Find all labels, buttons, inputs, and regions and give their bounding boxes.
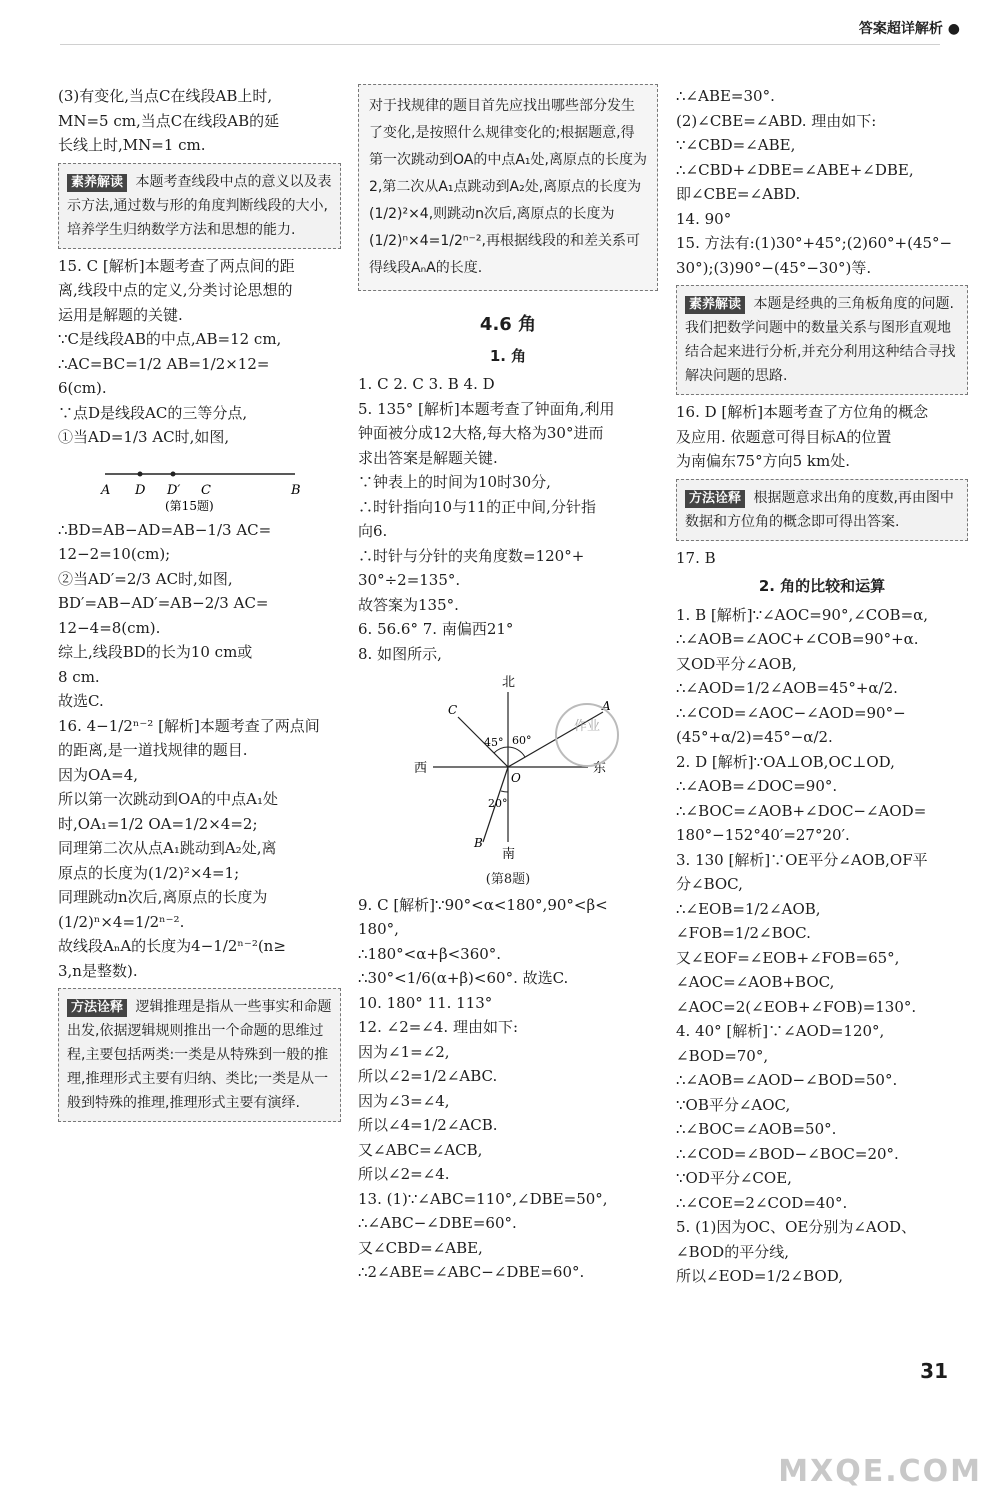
label-b: B <box>474 836 483 850</box>
text-line: ∴∠AOD=1/2∠AOB=45°+α/2. <box>676 679 898 697</box>
text-line: ∠BOD=70°, <box>676 1046 769 1065</box>
text-line: 9. C [解析]∵90°<α<180°,90°<β< <box>358 895 608 914</box>
arc-60 <box>508 747 525 757</box>
text-line: 3,n是整数). <box>58 961 138 980</box>
text-line: 13. (1)∵∠ABC=110°,∠DBE=50°, <box>358 1189 608 1208</box>
text-line: 向6. <box>358 522 388 540</box>
label-d: D <box>134 482 145 498</box>
text-line: 同理跳动n次后,离原点的长度为 <box>58 888 268 906</box>
text-line: ∴∠ABE=30°. <box>676 87 775 105</box>
page-number: 31 <box>920 1359 948 1383</box>
label-20: 20° <box>488 797 508 810</box>
text-line: 15. C [解析]本题考查了两点间的距 <box>58 256 295 275</box>
text-line: 离,线段中点的定义,分类讨论思想的 <box>58 281 293 299</box>
text-line: ∴∠CBD+∠DBE=∠ABE+∠DBE, <box>676 160 914 179</box>
label-west: 西 <box>414 761 428 776</box>
text-line: 15. 方法有:(1)30°+45°;(2)60°+(45°− <box>676 234 953 252</box>
text-line: 所以∠2=1/2∠ABC. <box>358 1067 498 1085</box>
text-line: 时,OA₁=1/2 OA=1/2×4=2; <box>58 814 258 833</box>
text-line: 12−2=10(cm); <box>58 545 171 563</box>
text-line: ∴AC=BC=1/2 AB=1/2×12= <box>58 354 270 373</box>
text-line: 因为∠3=∠4, <box>358 1091 450 1110</box>
text-line: ②当AD′=2/3 AC时,如图, <box>58 569 233 588</box>
col1-text-a <box>58 84 341 158</box>
text-line: ∴∠ABC−∠DBE=60°. <box>358 1214 517 1232</box>
text-line: ∵OB平分∠AOC, <box>676 1095 791 1114</box>
text-line: 8 cm. <box>58 667 100 686</box>
text-line: 分∠BOC, <box>676 875 743 893</box>
watermark-site: MXQE.COM <box>778 1454 982 1489</box>
text-line: ∴∠AOB=∠AOD−∠BOD=50°. <box>676 1071 898 1089</box>
text-line: 求出答案是解题关键. <box>358 448 498 467</box>
text-line: 及应用. 依题意可得目标A的位置 <box>676 427 892 446</box>
text-line: (3)有变化,当点C在线段AB上时, <box>58 87 273 105</box>
text-line: ∴∠AOB=∠AOC+∠COB=90°+α. <box>676 630 919 648</box>
text-line: (45°+α/2)=45°−α/2. <box>676 728 833 746</box>
label-east: 东 <box>593 761 607 776</box>
label-o: O <box>511 771 521 785</box>
text-line: 长线上时,MN=1 cm. <box>58 136 206 154</box>
answer-17: 17. B <box>676 548 716 567</box>
point-d <box>137 471 142 476</box>
pattern-explanation-box: 对于找规律的题目首先应找出哪些部分发生了变化,是按照什么规律变化的;根据题意,得第一次跳动到OA的中点A₁处,离原点的长度为2,第二次从A₁点跳动到A₂处,离原点的长度为(1/2)²×4,则跳动n次后,离原点的长度为(1/2)ⁿ×4=1/2ⁿ⁻²,再根据线段的和差关系可得线段AₙA的长度. <box>358 84 658 291</box>
text-line: 故答案为135°. <box>358 595 459 614</box>
text-line: 2. D [解析]∵OA⊥OB,OC⊥OD, <box>676 752 895 771</box>
text-line: (2)∠CBE=∠ABD. 理由如下: <box>676 111 877 130</box>
text-line: 1. C 2. C 3. B 4. D <box>358 375 495 393</box>
note-literacy <box>58 163 341 249</box>
text-line: ∴∠BOC=∠AOB=50°. <box>676 1120 837 1138</box>
arc-20 <box>501 791 508 792</box>
text-line: 故选C. <box>58 692 104 710</box>
text-line: 又∠EOF=∠EOB+∠FOB=65°, <box>676 948 900 967</box>
label-b: B <box>290 482 301 498</box>
text-line: 1. B [解析]∵∠AOC=90°,∠COB=α, <box>676 605 929 624</box>
note-tag: 素养解读 <box>685 296 745 314</box>
column-left <box>58 84 341 1127</box>
text-line: 180°−152°40′=27°20′. <box>676 826 850 844</box>
col1-text-c <box>58 518 341 984</box>
label-a: A <box>602 699 611 713</box>
text-line: 30°÷2=135°. <box>358 571 461 589</box>
column-right <box>676 84 968 1289</box>
text-line: ∵点D是线段AC的三等分点, <box>58 403 248 422</box>
subsection-title-2: 2. 角的比较和运算 <box>758 577 886 595</box>
seal-text: 作业 <box>574 719 601 734</box>
text-line: 16. D [解析]本题考查了方位角的概念 <box>676 403 929 421</box>
text-line: ∵∠CBD=∠ABE, <box>676 136 796 154</box>
stamp-seal <box>552 700 622 770</box>
text-line: ∵C是线段AB的中点,AB=12 cm, <box>58 330 282 348</box>
text-line: ∴∠COD=∠AOC−∠AOD=90°− <box>676 703 906 722</box>
text-line: ∠AOC=2(∠EOB+∠FOB)=130°. <box>676 997 917 1016</box>
text-line: 10. 180° 11. 113° <box>358 993 493 1012</box>
text-line: ∵OD平分∠COE, <box>676 1169 792 1187</box>
label-d-prime: D′ <box>166 482 180 498</box>
text-line: ∴BD=AB−AD=AB−1/3 AC= <box>58 520 272 539</box>
text-line: 钟面被分成12大格,每大格为30°进而 <box>358 424 604 442</box>
col2-text-b <box>358 893 658 1285</box>
text-line: MN=5 cm,当点C在线段AB的延 <box>58 111 280 130</box>
text-line: ∴∠COE=2∠COD=40°. <box>676 1193 848 1212</box>
text-line: 为南偏东75°方向5 km处. <box>676 452 850 470</box>
label-south: 南 <box>502 847 516 862</box>
text-line: ∴∠EOB=1/2∠AOB, <box>676 899 821 918</box>
text-line: 所以∠4=1/2∠ACB. <box>358 1116 498 1134</box>
label-60: 60° <box>512 734 532 747</box>
note-tag: 方法诠释 <box>67 999 127 1017</box>
text-line: ∵钟表上的时间为10时30分, <box>358 473 551 491</box>
text-line: ∠BOD的平分线, <box>676 1242 789 1261</box>
label-a: A <box>100 482 110 498</box>
figure-15-caption: (第15题) <box>164 498 214 512</box>
text-line: 6(cm). <box>58 379 107 397</box>
text-line: 14. 90° <box>676 209 732 228</box>
label-45: 45° <box>484 736 504 749</box>
text-line: 又∠ABC=∠ACB, <box>358 1140 483 1159</box>
note-tag: 方法诠释 <box>685 490 745 508</box>
text-line: 所以∠EOD=1/2∠BOD, <box>676 1267 843 1285</box>
text-line: 因为OA=4, <box>58 765 139 784</box>
text-line: (1/2)ⁿ×4=1/2ⁿ⁻². <box>58 912 185 931</box>
text-line: ∠AOC=∠AOB+BOC, <box>676 973 835 991</box>
text-line: 12. ∠2=∠4. 理由如下: <box>358 1018 519 1036</box>
note-method <box>58 988 341 1122</box>
column-middle <box>358 84 658 1285</box>
label-c: C <box>448 703 458 717</box>
text-line: 6. 56.6° 7. 南偏西21° <box>358 620 514 638</box>
text-line: 5. (1)因为OC、OE分别为∠AOD、 <box>676 1218 917 1236</box>
col2-text-a <box>358 372 658 666</box>
note-text: 本题是经典的三角板角度的问题. 我们把数学问题中的数量关系与图形直观地结合起来进行分析,并充分利用这种结合寻找解决问题的思路. <box>685 296 956 384</box>
text-line: 30°);(3)90°−(45°−30°)等. <box>676 258 872 277</box>
figure-15-segment <box>85 456 315 512</box>
note-text: 根据题意求出角的度数,再由图中数据和方位角的概念即可得出答案. <box>685 489 954 530</box>
text-line: 原点的长度为(1/2)²×4=1; <box>58 863 240 882</box>
subsection-title: 1. 角 <box>489 346 527 365</box>
label-north: 北 <box>502 675 516 690</box>
text-line: BD′=AB−AD′=AB−2/3 AC= <box>58 594 269 612</box>
text-line: 又∠CBD=∠ABE, <box>358 1238 483 1257</box>
note-tag: 素养解读 <box>67 174 127 192</box>
text-line: ∠FOB=1/2∠BOC. <box>676 924 811 942</box>
note-method-2 <box>676 479 968 541</box>
section-title: 4.6 角 <box>479 314 537 335</box>
note-text: 逻辑推理是指从一些事实和命题出发,依据逻辑规则推出一个命题的思维过程,主要包括两类:一类是从特殊到一般的推理,推理形式主要有归纳、类比;一类是从一般到特殊的推理,推理形式主要有演绎. <box>67 999 332 1111</box>
text-line: 故线段AₙA的长度为4−1/2ⁿ⁻²(n≥ <box>58 937 286 955</box>
text-line: ∴∠AOB=∠DOC=90°. <box>676 777 838 795</box>
col3-text-c <box>676 603 968 1289</box>
text-line: 3. 130 [解析]∵OE平分∠AOB,OF平 <box>676 850 928 869</box>
text-line: ①当AD=1/3 AC时,如图, <box>58 428 230 446</box>
col3-text-b <box>676 400 968 474</box>
text-line: 因为∠1=∠2, <box>358 1042 450 1061</box>
point-d-prime <box>170 471 175 476</box>
text-line: ∴∠BOC=∠AOB+∠DOC−∠AOD= <box>676 801 927 820</box>
text-line: 又OD平分∠AOB, <box>676 654 797 673</box>
col3-text-a <box>676 84 968 280</box>
text-line: 8. 如图所示, <box>358 644 442 663</box>
running-title: 答案超详解析 ● <box>858 21 960 37</box>
note-text: 本题考查线段中点的意义以及表示方法,通过数与形的角度判断线段的大小,培养学生归纳数学方法和思想的能力. <box>67 173 332 238</box>
text-line: 5. 135° [解析]本题考查了钟面角,利用 <box>358 399 615 418</box>
text-line: 16. 4−1/2ⁿ⁻² [解析]本题考查了两点间 <box>58 716 320 735</box>
text-line: 的距离,是一道找规律的题目. <box>58 741 248 759</box>
text-line: ∴180°<α+β<360°. <box>358 944 502 963</box>
text-line: 所以∠2=∠4. <box>358 1165 450 1183</box>
text-line: 180°, <box>358 920 399 938</box>
text-line: 运用是解题的关键. <box>58 305 183 324</box>
text-line: 12−4=8(cm). <box>58 618 161 637</box>
text-line: 所以第一次跳动到OA的中点A₁处 <box>58 790 278 808</box>
text-line: ∴时针与分针的夹角度数=120°+ <box>358 546 585 565</box>
col1-text-b <box>58 254 341 450</box>
text-line: 4. 40° [解析]∵∠AOD=120°, <box>676 1022 885 1040</box>
text-line: 即∠CBE=∠ABD. <box>676 185 801 203</box>
text-line: ∴2∠ABE=∠ABC−∠DBE=60°. <box>358 1263 585 1281</box>
note-literacy-2 <box>676 285 968 395</box>
text-line: ∴时针指向10与11的正中间,分针指 <box>358 497 596 516</box>
label-c: C <box>200 482 211 498</box>
text-line: 综上,线段BD的长为10 cm或 <box>58 643 253 661</box>
text-line: ∴∠COD=∠BOD−∠BOC=20°. <box>676 1144 899 1163</box>
seal-ring <box>556 704 618 766</box>
header-rule <box>60 44 940 45</box>
figure-8-caption: (第8题) <box>485 872 531 887</box>
text-line: 同理第二次从点A₁跳动到A₂处,离 <box>58 839 277 857</box>
text-line: ∴30°<1/6(α+β)<60°. 故选C. <box>358 969 569 987</box>
